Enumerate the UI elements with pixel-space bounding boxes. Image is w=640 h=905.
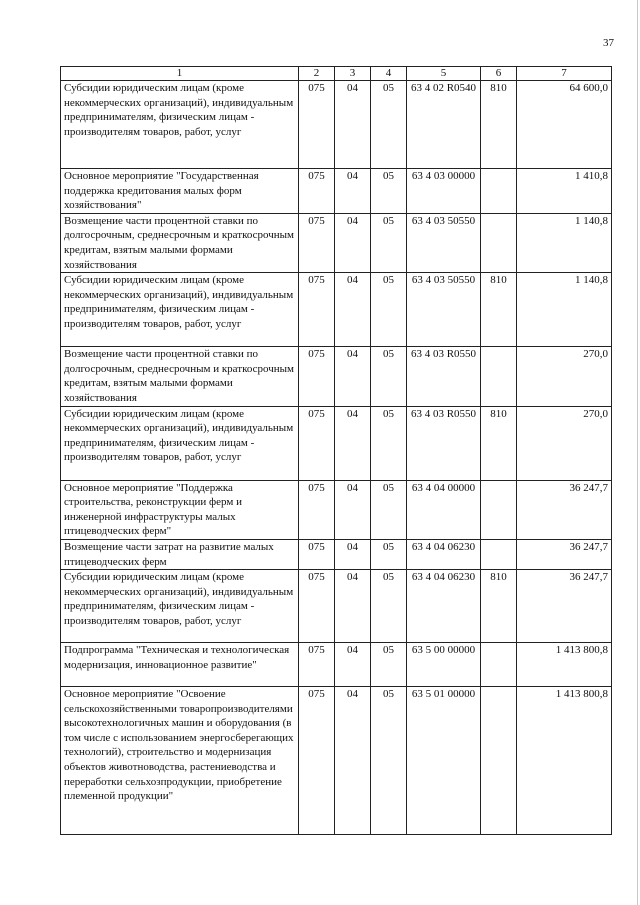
row-subsection-cell: 05 [371,480,407,539]
row-amount-cell: 36 247,7 [517,480,612,539]
table-row [61,81,612,169]
row-expense-type-cell [481,643,517,687]
row-ministry-cell: 075 [299,273,335,347]
row-amount-cell: 1 413 800,8 [517,643,612,687]
scan-edge-line [637,0,638,905]
row-ministry-cell: 075 [299,347,335,406]
row-ministry-cell: 075 [299,406,335,480]
row-target-article-cell: 63 4 03 00000 [407,169,481,214]
row-expense-type-cell [481,347,517,406]
row-ministry-cell: 075 [299,687,335,835]
row-target-article-cell: 63 5 01 00000 [407,687,481,835]
row-expense-type-cell [481,213,517,272]
row-expense-type-cell [481,480,517,539]
row-ministry-cell: 075 [299,570,335,643]
row-amount-cell: 270,0 [517,347,612,406]
row-expense-type-cell: 810 [481,273,517,347]
table-header-row [61,67,612,81]
table-row [61,687,612,835]
row-target-article-cell: 63 4 02 R0540 [407,81,481,169]
row-target-article-cell: 63 4 03 R0550 [407,347,481,406]
row-target-article-cell: 63 4 04 00000 [407,480,481,539]
row-amount-cell: 1 410,8 [517,169,612,214]
row-section-cell: 04 [335,687,371,835]
header-cell: 2 [299,67,335,81]
header-cell: 6 [481,67,517,81]
row-name-cell: Возмещение части процентной ставки по долгосрочным, среднесрочным и краткосрочным кредитам, взятым малыми формами хозяйствования [61,213,299,272]
table-row [61,480,612,539]
row-amount-cell: 270,0 [517,406,612,480]
header-cell: 3 [335,67,371,81]
row-section-cell: 04 [335,347,371,406]
table-row [61,570,612,643]
row-amount-cell: 36 247,7 [517,570,612,643]
row-name-cell: Субсидии юридическим лицам (кроме некоммерческих организаций), индивидуальным предпринимателям, физическим лицам - производителям товаров, работ, услуг [61,570,299,643]
row-name-cell: Субсидии юридическим лицам (кроме некоммерческих организаций), индивидуальным предпринимателям, физическим лицам - производителям товаров, работ, услуг [61,81,299,169]
header-cell: 1 [61,67,299,81]
row-subsection-cell: 05 [371,273,407,347]
row-section-cell: 04 [335,539,371,569]
row-expense-type-cell [481,539,517,569]
row-name-cell: Субсидии юридическим лицам (кроме некоммерческих организаций), индивидуальным предпринимателям, физическим лицам - производителям товаров, работ, услуг [61,406,299,480]
table-body [61,81,612,835]
row-subsection-cell: 05 [371,643,407,687]
row-ministry-cell: 075 [299,480,335,539]
row-ministry-cell: 075 [299,169,335,214]
row-section-cell: 04 [335,480,371,539]
row-section-cell: 04 [335,169,371,214]
row-expense-type-cell [481,687,517,835]
row-section-cell: 04 [335,570,371,643]
row-subsection-cell: 05 [371,169,407,214]
row-ministry-cell: 075 [299,643,335,687]
row-subsection-cell: 05 [371,539,407,569]
row-name-cell: Основное мероприятие "Освоение сельскохозяйственными товаропроизводителями высокотехнологичных машин и оборудования (в том числе с использованием энергосберегающих технологий), строительство и модернизация объектов животноводства, растениеводства и переработки сельхозпродукции, приобретение племенной продукции" [61,687,299,835]
row-amount-cell: 1 140,8 [517,213,612,272]
row-name-cell: Основное мероприятие "Поддержка строительства, реконструкции ферм и инженерной инфраструктуры малых птицеводческих ферм" [61,480,299,539]
table-row [61,539,612,569]
row-expense-type-cell: 810 [481,570,517,643]
row-amount-cell: 1 140,8 [517,273,612,347]
row-ministry-cell: 075 [299,213,335,272]
row-section-cell: 04 [335,406,371,480]
row-amount-cell: 1 413 800,8 [517,687,612,835]
header-cell: 4 [371,67,407,81]
budget-table [60,66,612,835]
table-row [61,406,612,480]
row-subsection-cell: 05 [371,213,407,272]
row-subsection-cell: 05 [371,687,407,835]
table-row [61,169,612,214]
row-subsection-cell: 05 [371,406,407,480]
row-target-article-cell: 63 4 04 06230 [407,539,481,569]
row-expense-type-cell: 810 [481,81,517,169]
table-row [61,273,612,347]
row-expense-type-cell [481,169,517,214]
row-ministry-cell: 075 [299,81,335,169]
row-amount-cell: 36 247,7 [517,539,612,569]
row-target-article-cell: 63 4 03 50550 [407,273,481,347]
row-name-cell: Возмещение части затрат на развитие малых птицеводческих ферм [61,539,299,569]
row-section-cell: 04 [335,81,371,169]
row-subsection-cell: 05 [371,570,407,643]
row-expense-type-cell: 810 [481,406,517,480]
row-name-cell: Возмещение части процентной ставки по долгосрочным, среднесрочным и краткосрочным кредитам, взятым малыми формами хозяйствования [61,347,299,406]
row-target-article-cell: 63 4 03 R0550 [407,406,481,480]
row-amount-cell: 64 600,0 [517,81,612,169]
row-section-cell: 04 [335,643,371,687]
row-target-article-cell: 63 5 00 00000 [407,643,481,687]
row-subsection-cell: 05 [371,81,407,169]
header-cell: 7 [517,67,612,81]
row-name-cell: Субсидии юридическим лицам (кроме некоммерческих организаций), индивидуальным предпринимателям, физическим лицам - производителям товаров, работ, услуг [61,273,299,347]
row-section-cell: 04 [335,273,371,347]
page-number: 37 [603,37,614,49]
row-ministry-cell: 075 [299,539,335,569]
row-target-article-cell: 63 4 04 06230 [407,570,481,643]
header-cell: 5 [407,67,481,81]
table-row [61,643,612,687]
table-row [61,347,612,406]
row-section-cell: 04 [335,213,371,272]
row-name-cell: Основное мероприятие "Государственная поддержка кредитования малых форм хозяйствования" [61,169,299,214]
row-subsection-cell: 05 [371,347,407,406]
row-name-cell: Подпрограмма "Техническая и технологическая модернизация, инновационное развитие" [61,643,299,687]
row-target-article-cell: 63 4 03 50550 [407,213,481,272]
table-row [61,213,612,272]
